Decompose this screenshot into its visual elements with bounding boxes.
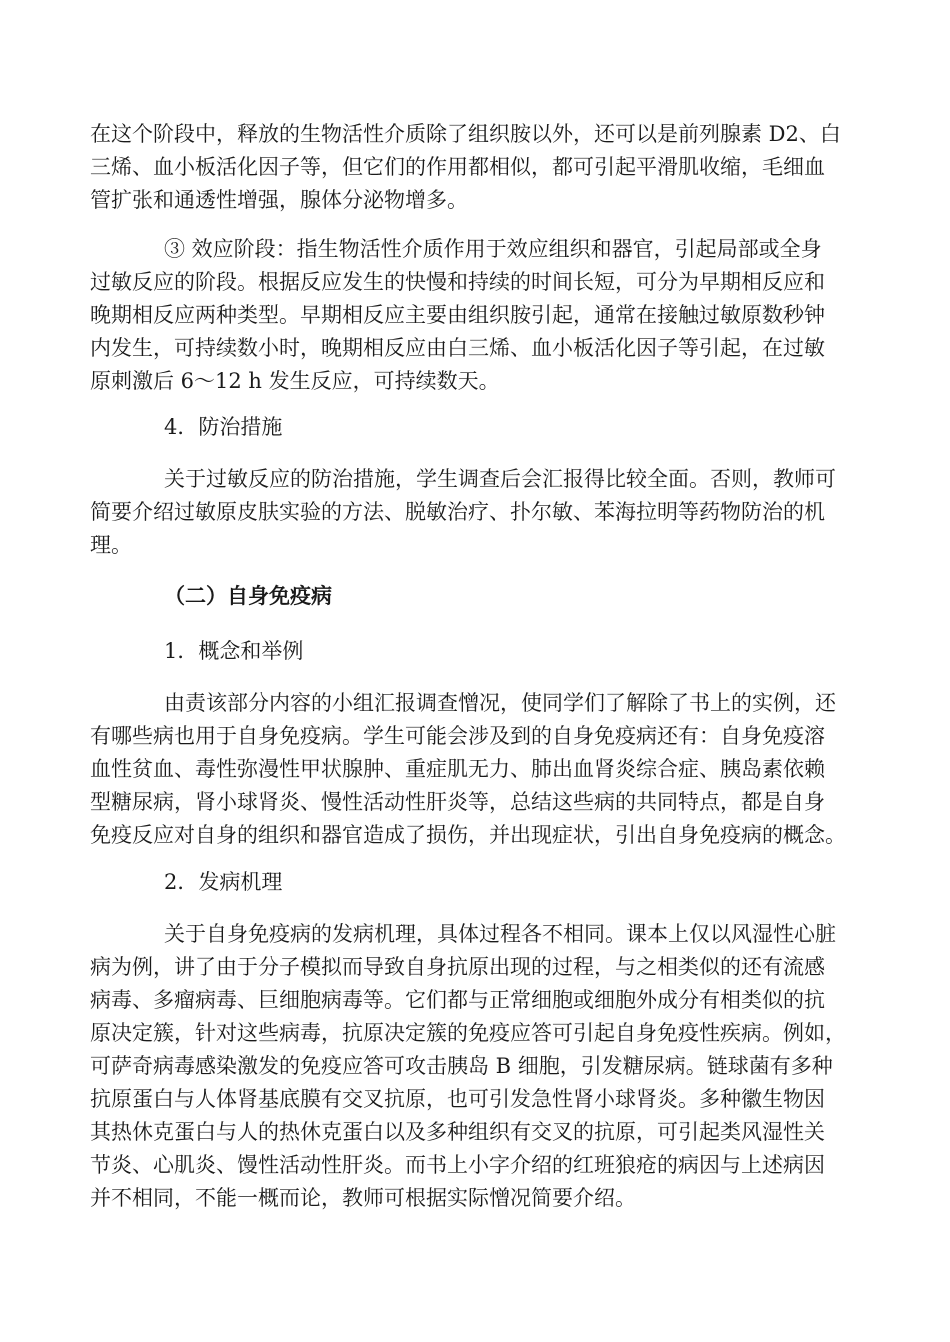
text-line: 简要介绍过敏原皮肤实验的方法、脱敏治疗、扑尔敏、苯海拉明等药物防治的机 <box>90 500 825 524</box>
text-line: 三烯、血小板活化因子等，但它们的作用都相似，都可引起平滑肌收缩，毛细血 <box>90 155 825 179</box>
text-line: 其热休克蛋白与人的热休克蛋白以及多种组织有交叉的抗原，可引起类风湿性关 <box>90 1120 825 1144</box>
text-line: 由责该部分内容的小组汇报调查憎况，使同学们了解除了书上的实例，还 <box>164 691 836 715</box>
heading-prevention: 4．防治措施 <box>164 415 283 439</box>
text-line: 型糖尿病，肾小球肾炎、慢性活动性肝炎等，总结这些病的共同特点，都是自身 <box>90 790 825 814</box>
text-line: 晚期相反应两种类型。早期相反应主要由组织胺引起，通常在接触过敏原数秒钟 <box>90 303 825 327</box>
text-line: 可萨奇病毒感染激发的免疫应答可攻击胰岛 B 细胞，引发糖尿病。链球菌有多种 <box>90 1054 833 1078</box>
text-line: 原决定簇，针对这些病毒，抗原决定簇的免疫应答可引起自身免疫性疾病。例如， <box>90 1021 846 1045</box>
text-line: 节炎、心肌炎、馒性活动性肝炎。而书上小字介绍的红班狼疮的病因与上述病因 <box>90 1153 825 1177</box>
text-line: 原刺激后 6～12 h 发生反应，可持续数天。 <box>90 369 500 393</box>
text-line: 关于自身免疫病的发病机理，具体过程各不相同。课本上仅以风湿性心脏 <box>164 922 836 946</box>
text-line: 免疫反应对自身的组织和器官造成了损伤，并出现症状，引出自身免疫病的概念。 <box>90 823 846 847</box>
heading-concept-examples: 1．概念和举例 <box>164 639 304 663</box>
text-line: 理。 <box>90 533 132 557</box>
text-line: 病为例，讲了由于分子模拟而导致自身抗原出现的过程，与之相类似的还有流感 <box>90 955 825 979</box>
text-line: 过敏反应的阶段。根据反应发生的快慢和持续的时间长短，可分为早期相反应和 <box>90 270 825 294</box>
text-line: 并不相同，不能一概而论，教师可根据实际憎况简要介绍。 <box>90 1186 636 1210</box>
text-line: 关于过敏反应的防治措施，学生调查后会汇报得比较全面。否则，教师可 <box>164 467 836 491</box>
text-line: 病毒、多瘤病毒、巨细胞病毒等。它们都与正常细胞或细胞外成分有相类似的抗 <box>90 988 825 1012</box>
text-line: 有哪些病也用于自身免疫病。学生可能会涉及到的自身免疫病还有：自身免疫溶 <box>90 724 825 748</box>
text-line: 内发生，可持续数小时，晚期相反应由白三烯、血小板活化因子等引起，在过敏 <box>90 336 825 360</box>
text-line: ③ 效应阶段：指生物活性介质作用于效应组织和器官，引起局部或全身 <box>164 237 822 261</box>
text-line: 管扩张和通透性增强，腺体分泌物增多。 <box>90 188 468 212</box>
text-line: 血性贫血、毒性弥漫性甲状腺肿、重症肌无力、肺出血肾炎综合症、胰岛素依赖 <box>90 757 825 781</box>
section-heading-autoimmune: （二）自身免疫病 <box>164 584 332 608</box>
text-line: 在这个阶段中，释放的生物活性介质除了组织胺以外，还可以是前列腺素 D2、白 <box>90 122 841 146</box>
heading-pathogenesis: 2．发病机理 <box>164 870 283 894</box>
text-line: 抗原蛋白与人体肾基底膜有交叉抗原，也可引发急性肾小球肾炎。多种徽生物因 <box>90 1087 825 1111</box>
